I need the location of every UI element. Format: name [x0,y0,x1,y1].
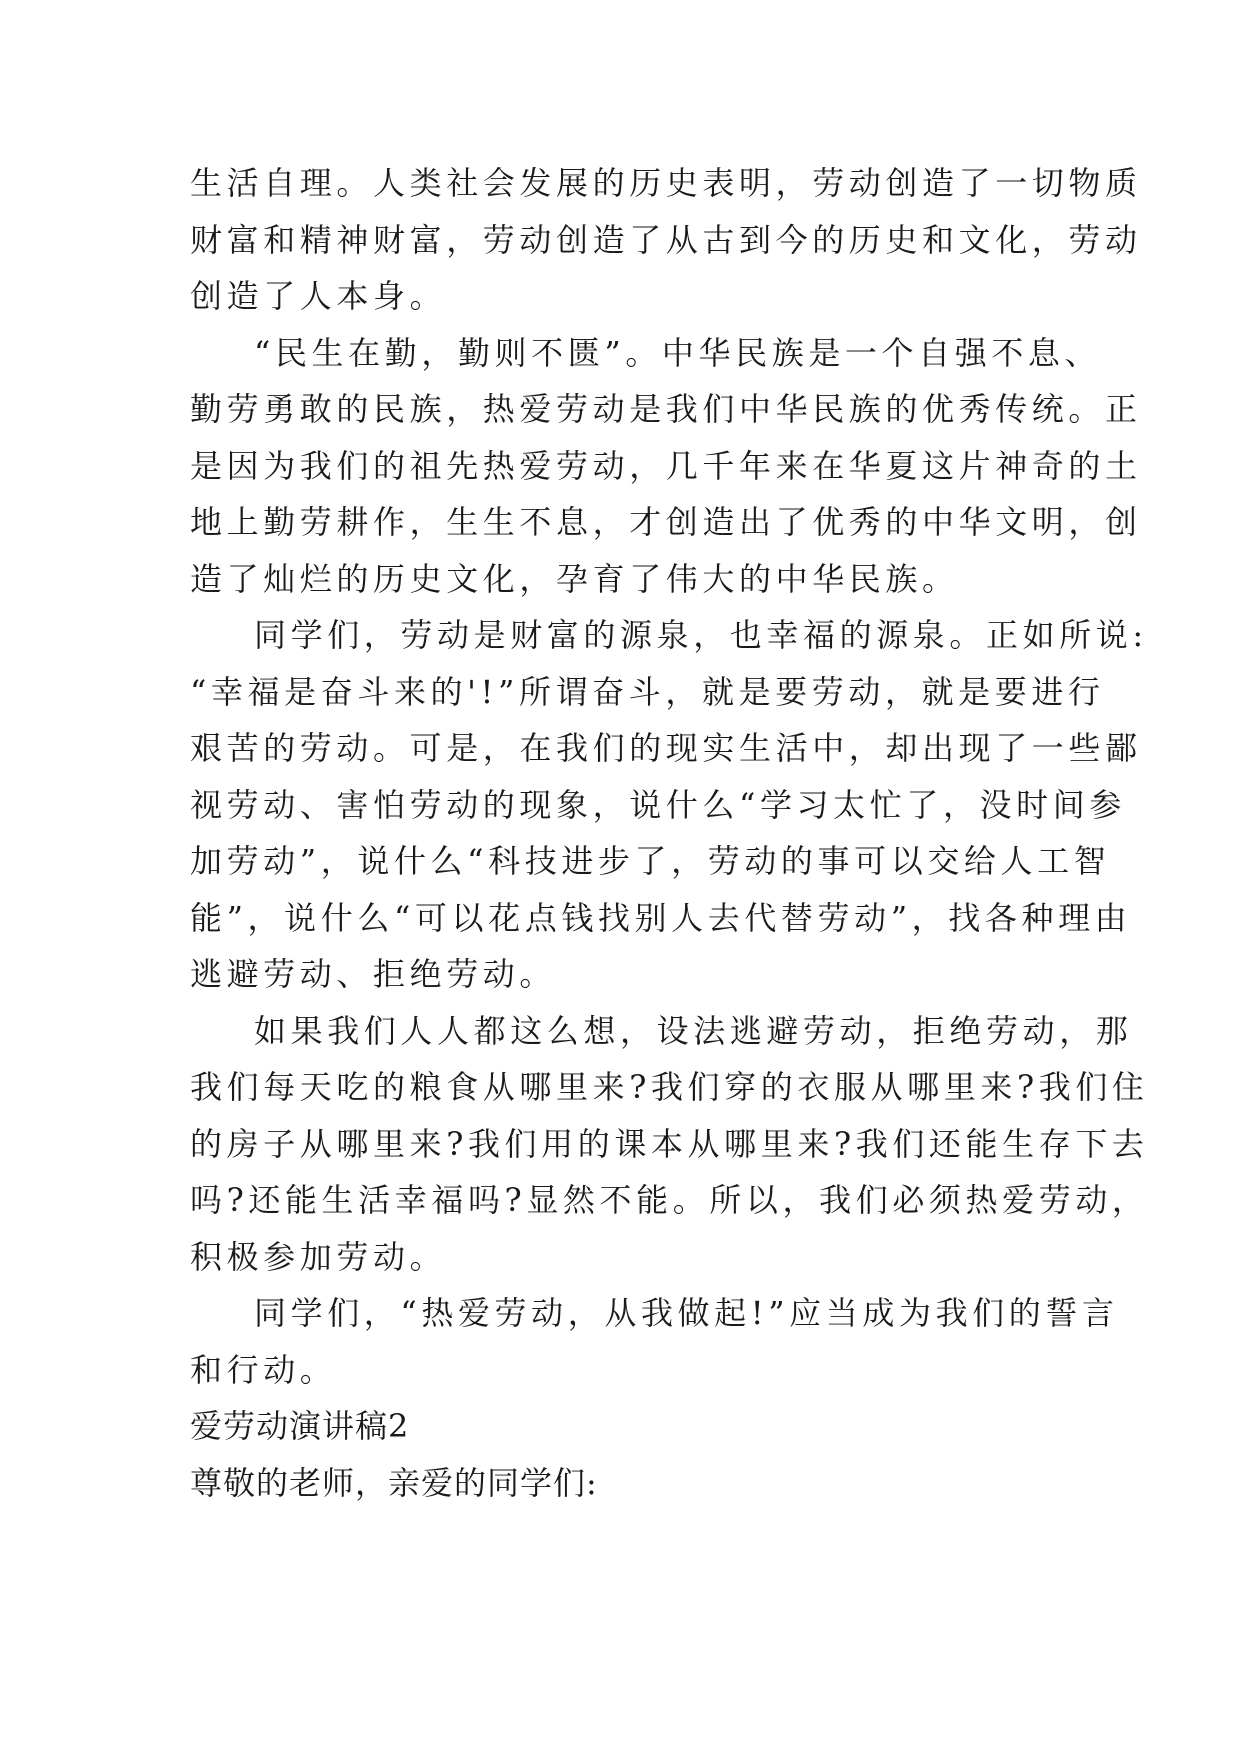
document-page [190,155,1149,1511]
paragraph [190,1285,1119,1398]
text-line: 勤劳勇敢的民族，热爱劳动是我们中华民族的优秀传统。正 [190,390,1142,428]
text-line: 同学们，劳动是财富的源泉，也幸福的源泉。正如所说: [254,616,1148,654]
text-line: 艰苦的劳动。可是，在我们的现实生活中，却出现了一些鄙 [190,729,1142,767]
text-line: 同学们，“热爱劳动，从我做起!”应当成为我们的誓言 [254,1294,1119,1332]
text-line: 地上勤劳耕作，生生不息，才创造出了优秀的中华文明，创 [190,503,1142,541]
text-line: 财富和精神财富，劳动创造了从古到今的历史和文化，劳动 [190,220,1142,259]
text-line: “民生在勤，勤则不匮”。中华民族是一个自强不息、 [254,333,1102,372]
paragraph [190,155,1142,325]
paragraph [190,607,1148,1003]
text-line: 的房子从哪里来?我们用的课本从哪里来?我们还能生存下去 [190,1124,1149,1163]
text-line: 能”，说什么“可以花点钱找别人去代替劳动”，找各种理由 [190,898,1132,937]
text-line: 创造了人本身。 [190,277,447,315]
text-line: 我们每天吃的粮食从哪里来?我们穿的衣服从哪里来?我们住 [190,1068,1149,1106]
text-line: 造了灿烂的历史文化，孕育了伟大的中华民族。 [190,559,959,598]
text-line: 逃避劳动、拒绝劳动。 [190,955,557,993]
text-line: 如果我们人人都这么想，设法逃避劳动，拒绝劳动，那 [254,1011,1133,1050]
text-line: 和行动。 [190,1350,337,1389]
text-line: 生活自理。人类社会发展的历史表明，劳动创造了一切物质 [190,164,1142,202]
salutation: 尊敬的老师，亲爱的同学们: [190,1463,598,1502]
text-line: “幸福是奋斗来的'!”所谓奋斗，就是要劳动，就是要进行 [190,672,1105,711]
text-line: 视劳动、害怕劳动的现象，说什么“学习太忙了，没时间参 [190,785,1126,824]
text-line: 积极参加劳动。 [190,1237,447,1276]
section-heading: 爱劳动演讲稿2 [190,1407,410,1445]
paragraph [190,325,1142,608]
text-line: 加劳动”，说什么“科技进步了，劳动的事可以交给人工智 [190,842,1111,880]
text-line: 是因为我们的祖先热爱劳动，几千年来在华夏这片神奇的土 [190,446,1142,485]
text-line: 吗?还能生活幸福吗?显然不能。所以，我们必须热爱劳动， [190,1181,1149,1219]
paragraph [190,1003,1149,1286]
